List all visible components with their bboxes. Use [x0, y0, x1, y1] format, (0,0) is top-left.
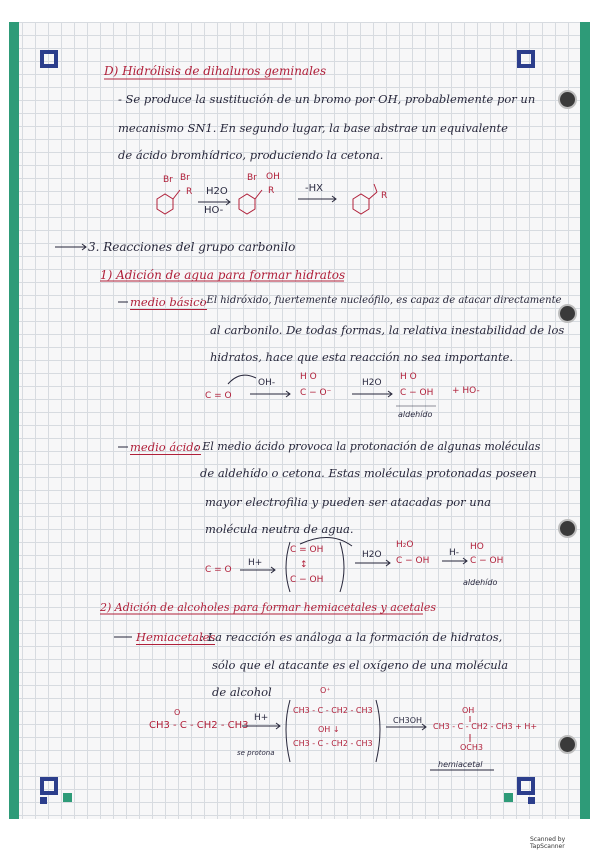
text-line: sólo que el atacante es el oxígeno de una molécula	[212, 658, 509, 672]
reagent-label: -HX	[305, 183, 323, 194]
reagent-label: H2O	[362, 378, 382, 388]
bond-line	[255, 190, 262, 199]
bond-line	[369, 192, 377, 199]
chem-label: O	[174, 708, 181, 717]
text-line: mecanismo SN1. En segundo lugar, la base abstrae un equivalente	[118, 121, 508, 135]
bracket-left	[286, 542, 290, 592]
reagent-label: CH3OH	[393, 716, 423, 725]
chem-label: OH ↓	[318, 725, 340, 734]
chem-label: R	[381, 191, 388, 201]
chem-label: Br	[180, 173, 190, 183]
text-line: hidratos, hace que esta reacción no sea importante.	[210, 350, 514, 364]
chem-label: R	[268, 186, 275, 196]
reagent-label: H+	[248, 558, 263, 568]
chem-label: ↕	[300, 560, 308, 570]
chem-label: H₂O	[396, 540, 414, 550]
section-heading: 3. Reacciones del grupo carbonilo	[88, 240, 296, 254]
chem-label: C − O⁻	[300, 388, 332, 398]
subsection-heading: 1) Adición de agua para formar hidratos	[100, 268, 346, 282]
reagent-label: H2O	[206, 186, 228, 197]
text-line: mayor electrofilia y pueden ser atacadas por una	[205, 495, 491, 509]
text-line: de ácido bromhídrico, produciendo la cetona.	[118, 148, 384, 162]
text-line: de alcohol	[212, 685, 272, 699]
chem-label: C = OH	[290, 545, 324, 555]
chem-label: + HO-	[452, 386, 480, 396]
product-label: hemiacetal	[438, 760, 483, 769]
bond-line	[173, 190, 180, 199]
term-label: medio básico	[130, 295, 207, 309]
chem-label: H O	[400, 372, 417, 382]
reagent-label: HO-	[204, 205, 224, 216]
chem-formula: CH3 - C - CH2 - CH3	[293, 706, 373, 715]
chem-label: Br	[247, 173, 257, 183]
text-line: : La reacción es análoga a la formación de hidratos,	[200, 630, 503, 644]
reagent-label: H2O	[362, 550, 382, 560]
chem-label: C − OH	[290, 575, 324, 585]
chem-label: C − OH	[396, 556, 430, 566]
bracket-right	[340, 542, 344, 592]
product-label: aldehído	[398, 410, 433, 419]
reagent-note: se protona	[237, 749, 275, 757]
chem-formula: CH3 - C - CH2 - CH3 + H+	[433, 722, 538, 731]
benzene-ring	[239, 194, 255, 214]
scanner-watermark: Scanned by TapScanner	[530, 836, 566, 850]
bracket-right	[376, 700, 380, 762]
reagent-label: OH-	[258, 378, 276, 388]
chem-formula: CH3 - C - CH2 - CH3	[293, 739, 373, 748]
chem-formula: CH3 - C - CH2 - CH3	[149, 720, 249, 731]
term-label: Hemiacetales	[136, 630, 216, 644]
chem-label: C − OH	[400, 388, 434, 398]
text-line: al carbonilo. De todas formas, la relativa inestabilidad de los	[210, 323, 565, 337]
term-label: medio ácido	[130, 440, 201, 454]
chem-label: O⁺	[320, 686, 331, 695]
chem-label: OH	[266, 172, 280, 182]
chem-label: Br	[163, 175, 173, 185]
section-heading: D) Hidrólisis de dihaluros geminales	[104, 64, 327, 78]
chem-label: R	[186, 187, 193, 197]
chem-label: C = O	[205, 565, 232, 575]
reagent-label: H-	[449, 548, 460, 558]
text-line: : El hidróxido, fuertemente nucleófilo, es capaz de atacar directamente	[200, 295, 562, 306]
chem-label: OH	[462, 706, 475, 715]
subsection-heading: 2) Adición de alcoholes para formar hemiacetales y acetales	[100, 601, 437, 614]
bracket-left	[286, 700, 290, 762]
text-line: de aldehído o cetona. Estas moléculas protonadas poseen	[200, 466, 537, 480]
bond-line	[374, 184, 377, 192]
chem-label: HO	[470, 542, 484, 552]
benzene-ring	[353, 194, 369, 214]
curved-arrow	[300, 537, 352, 546]
chem-label: C = O	[205, 391, 232, 401]
text-line: : El medio ácido provoca la protonación de algunas moléculas	[195, 440, 541, 453]
chem-label: H O	[300, 372, 317, 382]
benzene-ring	[157, 194, 173, 214]
product-label: aldehído	[463, 578, 498, 587]
text-line: - Se produce la sustitución de un bromo por OH, probablemente por un	[118, 92, 536, 106]
chem-label: C − OH	[470, 556, 504, 566]
reagent-label: H+	[254, 713, 269, 723]
chem-formula: OCH3	[460, 743, 483, 752]
curved-arrow	[228, 375, 256, 384]
text-line: molécula neutra de agua.	[205, 522, 354, 536]
